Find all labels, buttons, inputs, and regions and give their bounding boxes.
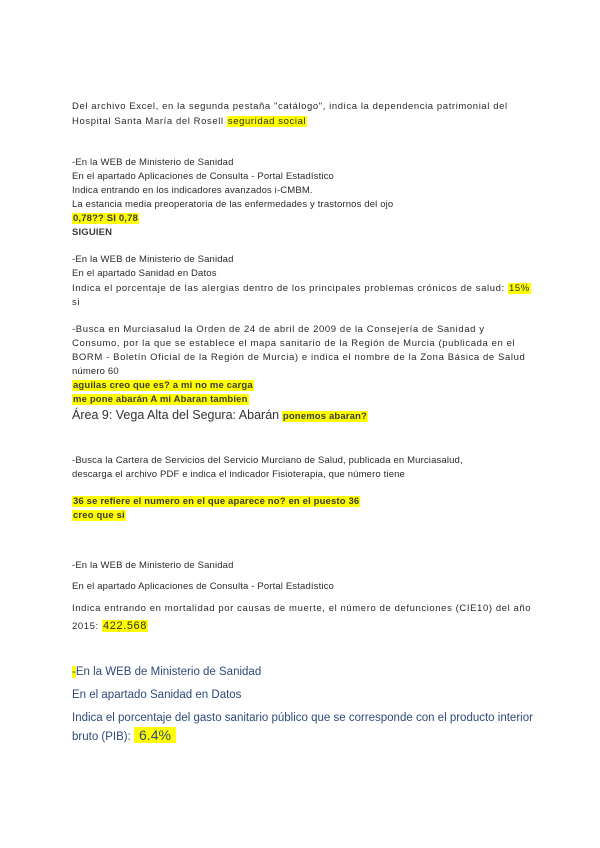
s4-comment2-highlight: me pone abarán A mi Abaran tambien bbox=[73, 394, 248, 405]
s7-answer-highlight: 6.4% bbox=[134, 727, 176, 743]
s4-answer-row bbox=[72, 407, 368, 423]
s5-answer-highlight: 36 se refiere el numero en el que aparece no? en el puesto 36 bbox=[73, 496, 360, 507]
s1-line2: Hospital Santa María del Rosell bbox=[72, 116, 224, 127]
s1-line1: Del archivo Excel, en la segunda pestaña "catálogo", indica la dependencia patrimonial del bbox=[72, 101, 508, 112]
s6-line3: Indica entrando en mortalidad por causas de muerte, el número de defunciones (CIE10) del año bbox=[72, 603, 532, 614]
s6-line2: En el apartado Aplicaciones de Consulta - Portal Estadístico bbox=[72, 581, 334, 592]
s7-line4-row bbox=[72, 728, 176, 745]
s3-line3-row bbox=[72, 283, 531, 295]
s2-answer-row bbox=[72, 213, 139, 225]
s4-answer: Área 9: Vega Alta del Segura: Abarán bbox=[72, 408, 280, 422]
s6-answer-highlight: 422.568 bbox=[103, 620, 147, 632]
s7-line3: Indica el porcentaje del gasto sanitario público que se corresponde con el producto interior bbox=[72, 712, 533, 724]
s7-line2: En el apartado Sanidad en Datos bbox=[72, 689, 242, 701]
s5-line1: -Busca la Cartera de Servicios del Servicio Murciano de Salud, publicada en Murciasalud, bbox=[72, 455, 463, 466]
s4-comment3-highlight: ponemos abaran? bbox=[282, 411, 367, 422]
s3-note: si bbox=[72, 297, 81, 308]
s4-comment2-row bbox=[72, 394, 249, 406]
s6-line4-row bbox=[72, 620, 148, 633]
s2-line3: Indica entrando en los indicadores avanzados i-CMBM. bbox=[72, 185, 313, 196]
s4-line2: Consumo, por la que se establece el mapa sanitario de la Región de Murcia (publicada en el bbox=[72, 338, 516, 349]
s2-line1: -En la WEB de Ministerio de Sanidad bbox=[72, 157, 234, 168]
s4-comment1-highlight: aguilas creo que es? a mi no me carga bbox=[73, 380, 253, 391]
s2-note: SIGUIEN bbox=[72, 227, 113, 238]
s7-line1: En la WEB de Ministerio de Sanidad bbox=[75, 666, 262, 678]
s3-line1: -En la WEB de Ministerio de Sanidad bbox=[72, 254, 234, 265]
s7-line1-row bbox=[72, 665, 261, 680]
s1-line2-row bbox=[72, 116, 307, 128]
s3-line3: Indica el porcentaje de las alergias dentro de los principales problemas crónicos de salud: bbox=[72, 283, 505, 294]
s4-line1: -Busca en Murciasalud la Orden de 24 de abril de 2009 de la Consejería de Sanidad y bbox=[72, 324, 485, 335]
s7-line4: bruto (PIB): bbox=[72, 731, 131, 743]
s3-line2: En el apartado Sanidad en Datos bbox=[72, 268, 217, 279]
s3-answer-highlight: 15% bbox=[508, 283, 530, 294]
s5-answer-row bbox=[72, 496, 360, 508]
s4-comment1-row bbox=[72, 380, 254, 392]
s5-note-row bbox=[72, 510, 126, 522]
s2-line2: En el apartado Aplicaciones de Consulta - Portal Estadístico bbox=[72, 171, 334, 182]
s5-line2: descarga el archivo PDF e indica el indicador Fisioterapia, que número tiene bbox=[72, 469, 405, 480]
s4-line4: número 60 bbox=[72, 366, 119, 377]
s6-line1: -En la WEB de Ministerio de Sanidad bbox=[72, 560, 234, 571]
s2-line4: La estancia media preoperatoria de las enfermedades y trastornos del ojo bbox=[72, 199, 394, 210]
s2-answer-highlight: 0,78?? SI 0,78 bbox=[73, 213, 138, 224]
s4-line3: BORM - Boletín Oficial de la Región de Murcia) e indica el nombre de la Zona Básica de Salud bbox=[72, 352, 526, 363]
s1-answer-highlight: seguridad social bbox=[227, 116, 307, 127]
s7-dash-highlight: - bbox=[72, 666, 76, 678]
s5-note-highlight: creo que si bbox=[73, 510, 125, 521]
s6-line4: 2015: bbox=[72, 621, 99, 632]
